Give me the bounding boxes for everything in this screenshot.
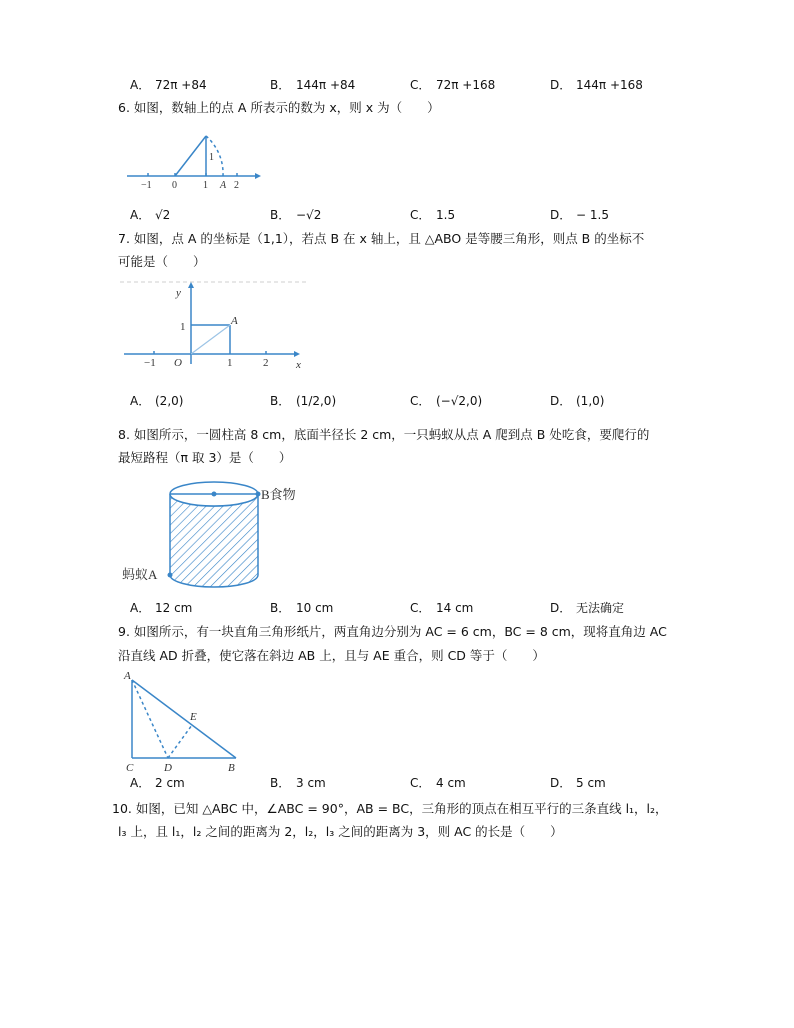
q5-option-d-letter: D． (550, 78, 572, 92)
q8-option-d: 无法确定 (576, 601, 625, 615)
q9-hypotenuse-ab (132, 680, 236, 758)
q7-option-a: (2,0) (155, 394, 184, 408)
q8-option-d-letter: D． (550, 601, 572, 615)
q7-label-one-x: 1 (227, 357, 233, 369)
q8-option-a-letter: A． (130, 601, 151, 615)
q7-label-x: x (296, 359, 301, 370)
q5-option-c-letter: C． (410, 78, 431, 92)
q6-option-b: −√2 (296, 208, 322, 222)
q8-option-b: 10 cm (296, 601, 334, 615)
q7-segment-oa (191, 325, 230, 354)
q5-option-b: 144π +84 (296, 78, 356, 92)
q6-number-line-figure (125, 128, 265, 190)
q9-option-c-letter: C． (410, 776, 431, 790)
q8-stem-line1: 8. 如图所示，一圆柱高 8 cm，底面半径长 2 cm，一只蚂蚁从点 A 爬到点 B 处吃食，要爬行的 (118, 427, 650, 442)
q8-option-c: 14 cm (436, 601, 474, 615)
q7-stem-line2: 可能是（ ） (118, 254, 206, 269)
q5-option-b-letter: B． (270, 78, 291, 92)
q7-coordinate-figure (118, 280, 308, 370)
q7-option-b: (1/2,0) (296, 394, 337, 408)
q8-option-c-letter: C． (410, 601, 431, 615)
q9-triangle-figure (120, 668, 250, 776)
q8-option-b-letter: B． (270, 601, 291, 615)
q9-option-b-letter: B． (270, 776, 291, 790)
q9-option-a: 2 cm (155, 776, 185, 790)
q6-option-a-letter: A． (130, 208, 151, 222)
q9-option-d-letter: D． (550, 776, 572, 790)
q6-hypotenuse (175, 136, 206, 176)
q6-option-d: − 1.5 (576, 208, 609, 222)
q8-label-ant-a: 蚂蚁A (122, 567, 158, 582)
q7-label-y: y (176, 287, 181, 299)
q5-option-d: 144π +168 (576, 78, 643, 92)
q5-option-c: 72π +168 (436, 78, 496, 92)
q9-stem-line1: 9. 如图所示，有一块直角三角形纸片，两直角边分别为 AC = 6 cm，BC = 8 cm，现将直角边 AC (118, 624, 667, 639)
q6-option-c-letter: C． (410, 208, 431, 222)
q5-option-a-letter: A． (130, 78, 151, 92)
q7-stem-line1: 7. 如图，点 A 的坐标是（1,1），若点 B 在 x 轴上，且 △ABO 是等腰三角形，则点 B 的坐标不 (118, 231, 645, 246)
q8-option-a: 12 cm (155, 601, 193, 615)
q6-axis-arrow (255, 173, 261, 179)
q6-label-neg1: −1 (141, 180, 152, 190)
q6-label-point-a: A (220, 180, 227, 190)
q9-option-c: 4 cm (436, 776, 466, 790)
q6-label-height: 1 (209, 152, 214, 163)
q8-point-a (168, 573, 173, 578)
q6-label-zero: 0 (172, 180, 177, 190)
q8-center-dot (212, 492, 217, 497)
q9-option-a-letter: A． (130, 776, 151, 790)
q7-option-c: (−√2,0) (436, 394, 483, 408)
q6-option-c: 1.5 (436, 208, 456, 222)
q9-label-c: C (126, 762, 134, 774)
q7-label-neg1: −1 (144, 357, 156, 369)
q9-segment-de (168, 725, 192, 758)
q8-stem-line2: 最短路程（π 取 3）是（ ） (118, 450, 292, 465)
q10-stem-line1: 10. 如图，已知 △ABC 中，∠ABC = 90°，AB = BC，三角形的顶点在相互平行的三条直线 l₁，l₂， (112, 801, 668, 816)
q7-option-d: (1,0) (576, 394, 605, 408)
q7-option-a-letter: A． (130, 394, 151, 408)
q5-option-a: 72π +84 (155, 78, 207, 92)
q7-option-d-letter: D． (550, 394, 572, 408)
q6-option-b-letter: B． (270, 208, 291, 222)
q6-option-d-letter: D． (550, 208, 572, 222)
q6-stem: 6. 如图，数轴上的点 A 所表示的数为 x，则 x 为（ ） (118, 100, 440, 115)
q9-label-b: B (228, 762, 235, 774)
q8-cylinder-figure (118, 475, 318, 593)
q6-label-one: 1 (203, 180, 208, 190)
q9-stem-line2: 沿直线 AD 折叠，使它落在斜边 AB 上，且与 AE 重合，则 CD 等于（ ） (118, 648, 545, 663)
q9-option-b: 3 cm (296, 776, 326, 790)
q8-label-b-food: B食物 (261, 487, 296, 502)
q6-option-a: √2 (155, 208, 171, 222)
q9-option-d: 5 cm (576, 776, 606, 790)
q7-label-origin: O (174, 357, 182, 369)
q7-label-a: A (231, 315, 238, 327)
q7-label-one-y: 1 (180, 321, 186, 333)
q9-label-a: A (124, 670, 131, 682)
q8-cylinder-body (170, 494, 258, 587)
q9-label-d: D (164, 762, 172, 774)
q9-fold-line-ad (132, 680, 168, 758)
q7-option-b-letter: B． (270, 394, 291, 408)
q6-label-two: 2 (234, 180, 239, 190)
q10-stem-line2: l₃ 上，且 l₁，l₂ 之间的距离为 2，l₂，l₃ 之间的距离为 3，则 AC 的长是（ ） (118, 824, 563, 839)
q9-label-e: E (190, 711, 197, 723)
q8-point-b (256, 492, 261, 497)
q7-option-c-letter: C． (410, 394, 431, 408)
q7-label-two: 2 (263, 357, 269, 369)
